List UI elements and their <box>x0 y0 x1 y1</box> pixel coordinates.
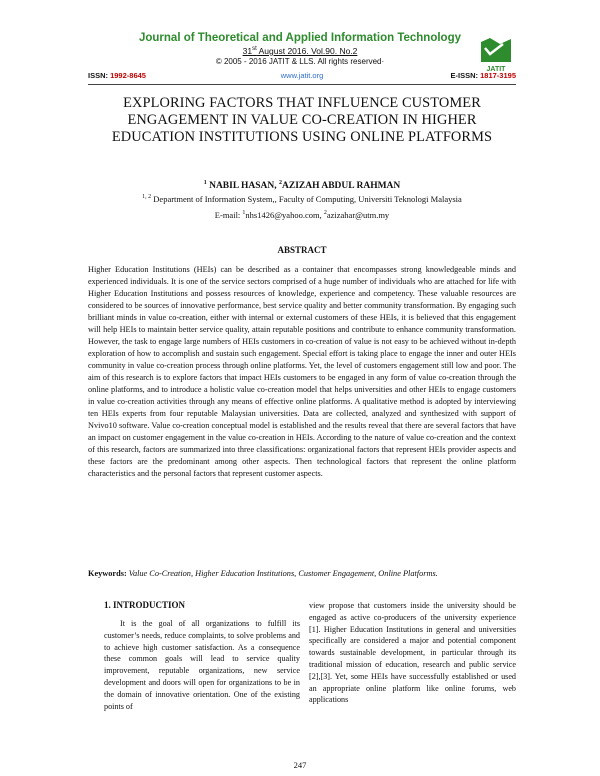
jatit-logo-icon <box>478 36 514 74</box>
svg-text:JATIT: JATIT <box>486 66 506 73</box>
eissn: E-ISSN: 1817-3195 <box>450 71 516 80</box>
email-line: E-mail: $^1$nhs1426@yahoo.com, $^2$azizahar@utm.my <box>214 210 390 220</box>
issue-date: 31st August 2016. Vol.90. No.2 <box>242 46 358 56</box>
abstract-body: Higher Education Institutions (HEIs) can be described as a container that encompasses strong knowledgeable minds and experienced individuals. It is one of the service sectors comprised of a huge number of individuals who are attached for life with Higher Education Institutions and possess resources of knowledge, experience and competency. These valuable resources are considered to be sources of innovative performance, best service quality and better community transformation. By engaging such brilliant minds in value co-creation, either with internal or external customers of these HEIs, it is believed that this engagement will help HEIs to maintain better service quality, attain reputable positions and contribute to enhance community transformation. However, the task to engage large numbers of HEIs customers in co-creation of value is not easy to be achieved without in-depth exploration of how to accomplish and sustain such engagement. Special effort is taking place to engage the inner and outer HEIs community in value co-creation process through online platforms. Yet, the level of customers engagement still low and poor. The aim of this research is to explore factors that impact HEIs customers to be engaged in any form of value co-creation through the online platforms, and to introduce a holistic value co-creation model that helps universities and other HEIs to engage customers in value co-creation activities through any means of effective online platforms. A qualitative method is adopted by interviewing ten HEIs experts from four reputable Malaysian universities. Data are collected, analyzed and synthesized with support of Nvivo10 software. Value co-creation conceptual model is established and the results reveal that there are several factors that have an impact on customer engagement in the value co-creation in HEIs. According to the nature of value co-creation and the context of this research, factors are summarized into three classifications: organizational factors that represent HEIs provider aspects and these factors are the predominant among other aspects. Then technological factors that represent the online platform characteristics and the personal factors that represent customer aspects. <box>88 265 516 478</box>
introduction-column-right: view propose that customers inside the university should be engaged as active co-producers of the university experience [1]. Higher Education Institutions in general and universities specifically are considered a major and potential component towards sustainable development, in particular through its traditional mission of education, research and public service [2],[3]. Yet, some HEIs have successfully established or used an appropriate online platform like online forums, web applications <box>309 601 516 705</box>
introduction-heading: 1. INTRODUCTION <box>104 600 186 610</box>
affiliation: $^{1, 2}$ Department of Information System,, Faculty of Computing, Universiti Teknologi Malaysia <box>142 194 462 204</box>
journal-title: Journal of Theoretical and Applied Information Technology <box>138 32 462 44</box>
issn-row <box>88 71 516 83</box>
abstract-heading: ABSTRACT <box>277 245 327 255</box>
paper-title: EXPLORING FACTORS THAT INFLUENCE CUSTOMER ENGAGEMENT IN VALUE CO-CREATION IN HIGHER EDUCATION INSTITUTIONS USING ONLINE PLATFORMS <box>111 95 493 145</box>
page-number: 247 <box>293 760 307 770</box>
header-divider <box>88 84 516 85</box>
keywords: Keywords: Value Co-Creation, Higher Education Institutions, Customer Engagement, Online Platforms. <box>88 569 438 578</box>
website-link[interactable]: www.jatit.org <box>280 71 324 80</box>
issn: ISSN: 1992-8645 <box>88 71 146 80</box>
authors: $^1$ NABIL HASAN, $^2$AZIZAH ABDUL RAHMAN <box>203 180 401 192</box>
copyright-line: © 2005 - 2016 JATIT & LLS. All rights reserved· <box>215 57 385 66</box>
introduction-column-left: It is the goal of all organizations to fulfill its customer’s needs, reduce complaints, to solve problems and to achieve high customer satisfaction. As a consequence these common goals will lead to service quality improvement, reputable organizations, new service development and doors will open for organizations to be in the domain of innovative orientation. One of the existing points of <box>104 619 300 711</box>
